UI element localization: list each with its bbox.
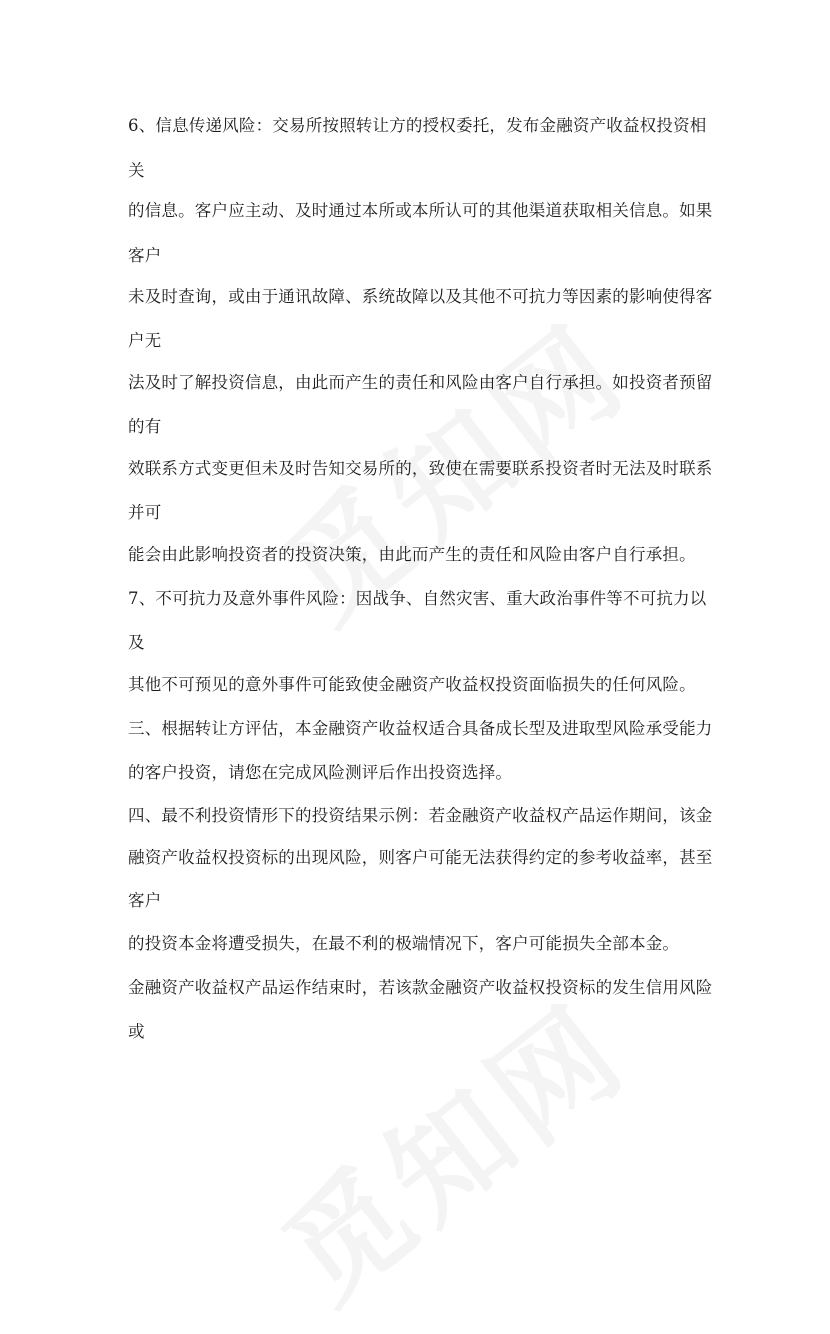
text-line: 客户: [128, 246, 162, 265]
text-line: 并可: [128, 503, 162, 522]
text-line: 的投资本金将遭受损失，在最不利的极端情况下，客户可能损失全部本金。: [128, 934, 680, 953]
text-line: 的有: [128, 417, 162, 436]
text-line: 6、信息传递风险：交易所按照转让方的授权委托，发布金融资产收益权投资相: [128, 116, 707, 135]
watermark: [243, 958, 656, 1334]
text-line: 融资产收益权投资标的出现风险，则客户可能无法获得约定的参考收益率，甚至: [128, 848, 713, 867]
text-line: 能会由此影响投资者的投资决策，由此而产生的责任和风险由客户自行承担。: [128, 545, 696, 564]
text-line: 法及时了解投资信息，由此而产生的责任和风险由客户自行承担。如投资者预留: [128, 373, 713, 392]
text-line: 户无: [128, 331, 162, 350]
text-line: 关: [128, 161, 145, 180]
text-line: 的客户投资，请您在完成风险测评后作出投资选择。: [128, 763, 513, 782]
text-line: 其他不可预见的意外事件可能致使金融资产收益权投资面临损失的任何风险。: [128, 675, 696, 694]
text-line: 客户: [128, 891, 162, 910]
text-line: 或: [128, 1022, 145, 1041]
text-line: 效联系方式变更但未及时告知交易所的，致使在需要联系投资者时无法及时联系: [128, 459, 713, 478]
text-line: 四、最不利投资情形下的投资结果示例：若金融资产收益权产品运作期间，该金: [128, 806, 713, 825]
text-line: 金融资产收益权产品运作结束时，若该款金融资产收益权投资标的发生信用风险: [128, 978, 713, 997]
text-line: 及: [128, 633, 145, 652]
text-line: 未及时查询，或由于通讯故障、系统故障以及其他不可抗力等因素的影响使得客: [128, 287, 713, 306]
text-line: 三、根据转让方评估，本金融资产收益权适合具备成长型及进取型风险承受能力: [128, 719, 713, 738]
text-line: 7、不可抗力及意外事件风险：因战争、自然灾害、重大政治事件等不可抗力以: [128, 589, 707, 608]
text-line: 的信息。客户应主动、及时通过本所或本所认可的其他渠道获取相关信息。如果: [128, 201, 713, 220]
